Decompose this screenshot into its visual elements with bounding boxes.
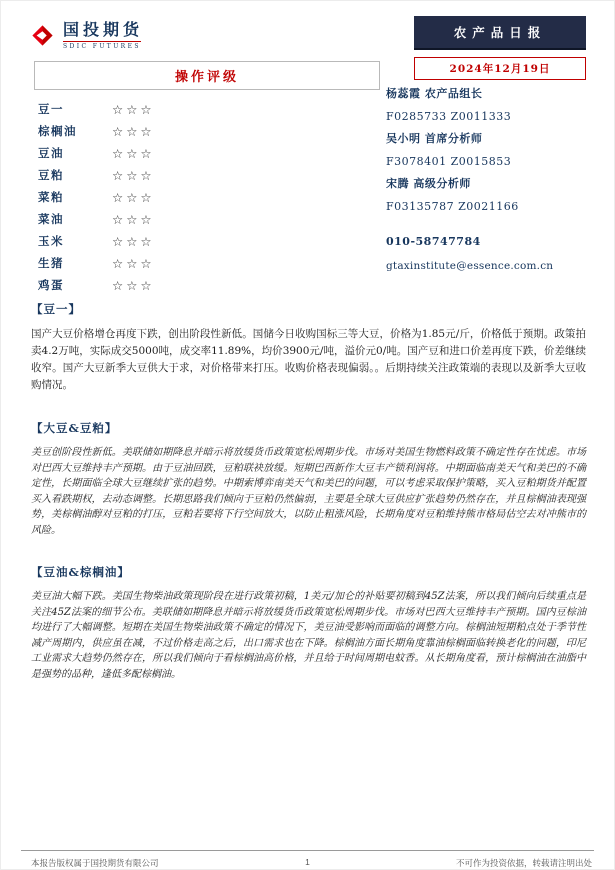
footer-copyright: 本报告版权属于国投期货有限公司 bbox=[31, 858, 159, 868]
star-rating: ☆☆☆ bbox=[112, 255, 155, 271]
section-text: 美豆创阶段性新低。美联储如期降息并暗示将放缓货币政策宽松周期步伐。市场对美国生物燃料政策不确定性存在忧虑。市场对巴西大豆维持丰产预期。由于豆油回跌，豆粕联袂放缓。短期巴西新作大豆丰产锁利润将。中期面临南美天气和美巴的不确定性，长期面临全球大豆继续扩张的趋势。中期索博弈南美天气和美巴的问题，可以考虑采取保护策略，买入豆粕期货并配置买入看跌期权，去动态调整。长期思路我们倾向于豆粕仍然偏弱，主要是全球大豆供应扩张趋势仍然存在，并且棕榈油表现强势，美棕榈油醇对豆粕的打压，豆粕若要将下行空间放大，以防止粗涨风险，长期角度对豆粕维持熊市格局估空去对冲熊市的风险。 bbox=[31, 447, 586, 536]
commodity-name: 鸡蛋 bbox=[38, 278, 64, 292]
report-header bbox=[414, 16, 586, 80]
page-footer bbox=[21, 850, 594, 868]
star-rating: ☆☆☆ bbox=[112, 167, 155, 183]
commodity-name: 豆油 bbox=[38, 146, 64, 160]
contact-email: gtaxinstitute@essence.com.cn bbox=[386, 259, 554, 272]
table-row bbox=[38, 120, 376, 142]
commodity-name: 菜粕 bbox=[38, 190, 64, 204]
analyst-codes: F3078401 Z0015853 bbox=[386, 154, 512, 168]
analyst-name-title: 吴小明 首席分析师 bbox=[386, 132, 483, 145]
analyst-block bbox=[386, 87, 591, 272]
footer-disclaimer: 不可作为投资依据，转载请注明出处 bbox=[455, 858, 592, 868]
rating-table bbox=[34, 61, 380, 296]
analyst-codes: F03135787 Z0021166 bbox=[386, 199, 519, 213]
table-row bbox=[38, 142, 376, 164]
table-row bbox=[38, 274, 376, 296]
sdic-logo-icon bbox=[29, 22, 56, 49]
star-rating: ☆☆☆ bbox=[112, 211, 155, 227]
table-row bbox=[38, 252, 376, 274]
logo-text bbox=[63, 21, 143, 50]
logo-subtitle: SDIC FUTURES bbox=[63, 43, 141, 50]
section-title: 【豆油&棕榈油】 bbox=[31, 565, 130, 579]
commodity-name: 豆一 bbox=[38, 102, 64, 116]
table-row bbox=[38, 208, 376, 230]
commodity-name: 菜油 bbox=[38, 212, 64, 226]
star-rating: ☆☆☆ bbox=[112, 123, 155, 139]
rating-rows bbox=[34, 90, 380, 296]
rating-table-title: 操作评级 bbox=[34, 61, 380, 90]
report-body bbox=[31, 301, 586, 708]
star-rating: ☆☆☆ bbox=[112, 189, 155, 205]
table-row bbox=[38, 98, 376, 120]
logo-title: 国投期货 bbox=[63, 20, 144, 39]
star-rating: ☆☆☆ bbox=[112, 233, 155, 249]
section-text: 美豆油大幅下跌。美国生物柴油政策现阶段在进行政策初稿，1美元/加仑的补贴要初稿到45Z法案，所以我们倾向后续重点是关注45Z法案的细节公布。美联储如期降息并暗示将放缓货币政策宽松周期步伐。市场对巴西大豆维持丰产预期。国内豆棕油均进行了大幅调整。短期在美国生物柴油政策不确定的情况下，美豆油受影响而面临的调整方向。棕榈油短期粕点处于季节性减产周期内，供应虽在减，不过价格走高之后，出口需求也在下降。棕榈油方面长期角度靠油棕榈面临转换老化的问题，印尼工业需求大趋势仍然存在，所以我们倾向于看棕榈油高价格，并且给于时间周期电蚊香。从长期角度看，预计棕榈油在油脂中是强势的品种，逢低多配棕榈油。 bbox=[31, 591, 586, 680]
table-row bbox=[38, 164, 376, 186]
table-row bbox=[38, 186, 376, 208]
section-title: 【豆一】 bbox=[31, 302, 81, 316]
commodity-name: 棕榈油 bbox=[38, 124, 77, 138]
report-date: 2024年12月19日 bbox=[414, 57, 586, 80]
section-douyou-zonglvyou bbox=[31, 564, 586, 682]
section-dadou-doupo bbox=[31, 420, 586, 538]
commodity-name: 豆粕 bbox=[38, 168, 64, 182]
contact-phone: 010-58747784 bbox=[386, 234, 481, 248]
analyst-codes: F0285733 Z0011333 bbox=[386, 109, 512, 123]
star-rating: ☆☆☆ bbox=[112, 277, 155, 293]
logo bbox=[29, 21, 143, 50]
page-number: 1 bbox=[305, 857, 310, 867]
section-text: 国产大豆价格增仓再度下跌，创出阶段性新低。国储今日收购国标三等大豆，价格为1.85元/斤，价格低于预期。政策拍卖4.2万吨，实际成交5000吨，成交率11.89%，均价3900元/吨，溢价元0/吨。国产豆和进口价差再度下跌，价差继续收窄。国产大豆新季大豆供大于求，对价格带来打压。收购价格表现偏弱。。后期持续关注政策端的表现以及新季大豆收购情况。 bbox=[31, 328, 586, 391]
commodity-name: 玉米 bbox=[38, 234, 64, 248]
analyst-name-title: 杨蕊霞 农产品组长 bbox=[386, 87, 483, 100]
report-type-banner: 农产品日报 bbox=[414, 16, 586, 50]
section-douyi bbox=[31, 301, 586, 394]
commodity-name: 生猪 bbox=[38, 256, 64, 270]
section-title: 【大豆&豆粕】 bbox=[31, 421, 118, 435]
star-rating: ☆☆☆ bbox=[112, 101, 155, 117]
table-row bbox=[38, 230, 376, 252]
analyst-name-title: 宋腾 高级分析师 bbox=[386, 177, 471, 190]
star-rating: ☆☆☆ bbox=[112, 145, 155, 161]
